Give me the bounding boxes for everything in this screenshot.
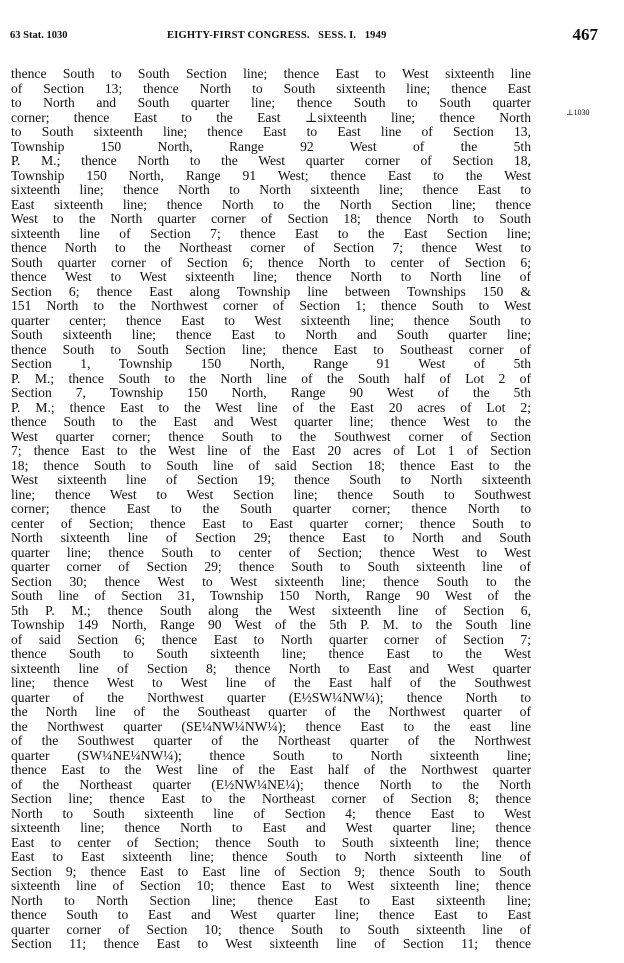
text-line: sixteenth line of Section 10; thence East to West sixteenth line; thence	[11, 878, 531, 893]
text-line: South quarter corner of Section 6; thence North to center of Section 6;	[11, 254, 531, 270]
text-line: of the Northeast quarter (E½NW¼NE¼); thence North to the North	[11, 776, 531, 792]
text-line: quarter corner of Section 29; thence South to South sixteenth line of	[11, 559, 531, 574]
body-text	[11, 67, 531, 952]
text-line: South sixteenth line; thence East to North and South quarter line;	[11, 327, 531, 342]
text-line: the Northwest quarter (SE¼NW¼NW¼); thence East to the east line	[11, 718, 531, 734]
text-line: East to East sixteenth line; thence South to North sixteenth line of	[11, 849, 531, 864]
text-line: North to North Section line; thence East to East sixteenth line;	[11, 892, 531, 908]
text-line: of the Southwest quarter of the Northeast quarter of the Northwest	[11, 733, 531, 748]
text-line: Section line; thence East to the Northeast corner of Section 8; thence	[11, 791, 531, 806]
text-line: to South sixteenth line; thence East to East line of Section 13,	[11, 124, 531, 139]
text-line: thence West to West sixteenth line; thence North to North line of	[11, 269, 531, 284]
text-line: sixteenth line; thence North to North sixteenth line; thence East to	[11, 182, 531, 197]
text-line: East sixteenth line; thence North to the North Section line; thence	[11, 196, 531, 212]
text-line: thence South to South Section line; thence East to Southeast corner of	[11, 341, 531, 357]
text-line: Township 149 North, Range 90 West of the 5th P. M. to the South line	[11, 617, 531, 632]
text-line: Township 150 North, Range 92 West of the 5th	[11, 138, 531, 154]
text-line: to North and South quarter line; thence South to South quarter	[11, 95, 531, 110]
running-title: EIGHTY-FIRST CONGRESS. SESS. I. 1949	[167, 30, 387, 41]
text-line: West sixteenth line of Section 19; thence South to North sixteenth	[11, 472, 531, 487]
text-line: P. M.; thence South to the North line of the South half of Lot 2 of	[11, 370, 531, 386]
text-line: thence South to East and West quarter line; thence East to East	[11, 907, 531, 922]
text-line: line; thence West to West Section line; thence South to Southwest	[11, 486, 531, 502]
text-line: Township 150 North, Range 91 West; thence East to the West	[11, 167, 531, 183]
text-line: Section 6; thence East along Township line between Townships 150 &	[11, 283, 531, 299]
page-header	[10, 25, 598, 50]
text-line: thence East to the West line of the East half of the Northwest quarter	[11, 762, 531, 777]
text-line: corner; thence East to the South quarter corner; thence North to	[11, 501, 531, 516]
text-line: P. M.; thence North to the West quarter corner of Section 18,	[11, 153, 531, 168]
text-line: Section 9; thence East to East line of Section 9; thence South to South	[11, 863, 531, 879]
text-line: line; thence West to West line of the East half of the Southwest	[11, 675, 531, 690]
text-line: quarter of the Northwest quarter (E½SW¼NW¼); thence North to	[11, 689, 531, 705]
text-line: South line of Section 31, Township 150 North, Range 90 West of the	[11, 588, 531, 603]
text-line: North to South sixteenth line of Section 4; thence East to West	[11, 805, 531, 821]
text-line: quarter corner of Section 10; thence South to South sixteenth line of	[11, 921, 531, 937]
text-line: 7; thence East to the West line of the East 20 acres of Lot 1 of Section	[11, 443, 531, 458]
text-line: West to the North quarter corner of Section 18; thence North to South	[11, 211, 531, 226]
text-line: West quarter corner; thence South to the Southwest corner of Section	[11, 428, 531, 444]
text-line: 5th P. M.; thence South along the West sixteenth line of Section 6,	[11, 602, 531, 618]
text-line: quarter center; thence East to West sixteenth line; thence South to	[11, 312, 531, 328]
text-line: North sixteenth line of Section 29; thence East to North and South	[11, 530, 531, 545]
text-line: thence South to the East and West quarter line; thence West to the	[11, 414, 531, 429]
text-line: Section 30; thence West to West sixteenth line; thence South to the	[11, 573, 531, 589]
text-line: sixteenth line; thence North to East and West quarter line; thence	[11, 820, 531, 835]
text-line: corner; thence East to the East ⊥sixteenth line; thence North	[11, 109, 531, 125]
text-line: thence North to the Northeast corner of Section 7; thence West to	[11, 240, 531, 255]
text-line: of said Section 6; thence East to North quarter corner of Section 7;	[11, 631, 531, 647]
statute-citation: 63 Stat. 1030	[10, 30, 68, 41]
text-line: Section 11; thence East to West sixteenth line of Section 11; thence	[11, 936, 531, 951]
text-line: East to center of Section; thence South to South sixteenth line; thence	[11, 834, 531, 850]
text-line: of Section 13; thence North to South sixteenth line; thence East	[11, 80, 531, 96]
text-line: thence South to South sixteenth line; thence East to the West	[11, 646, 531, 661]
text-line: Section 1, Township 150 North, Range 91 West of 5th	[11, 356, 531, 371]
text-line: 151 North to the Northwest corner of Section 1; thence South to West	[11, 298, 531, 313]
text-line: thence South to South Section line; thence East to West sixteenth line	[11, 66, 531, 81]
text-line: sixteenth line of Section 7; thence East to the East Section line;	[11, 225, 531, 241]
page-number: 467	[572, 25, 598, 44]
text-line: quarter (SW¼NE¼NW¼); thence South to North sixteenth line;	[11, 747, 531, 763]
text-line: sixteenth line of Section 8; thence North to East and West quarter	[11, 660, 531, 676]
text-line: the North line of the Southeast quarter of the Northwest quarter of	[11, 704, 531, 719]
text-line: 18; thence South to South line of said Section 18; thence East to the	[11, 457, 531, 473]
text-line: center of Section; thence East to East quarter corner; thence South to	[11, 515, 531, 531]
text-line: quarter line; thence South to center of Section; thence West to West	[11, 544, 531, 560]
text-line: P. M.; thence East to the West line of the East 20 acres of Lot 2;	[11, 399, 531, 415]
text-line: Section 7, Township 150 North, Range 90 West of the 5th	[11, 385, 531, 400]
margin-page-reference: ⊥1030	[566, 108, 590, 117]
